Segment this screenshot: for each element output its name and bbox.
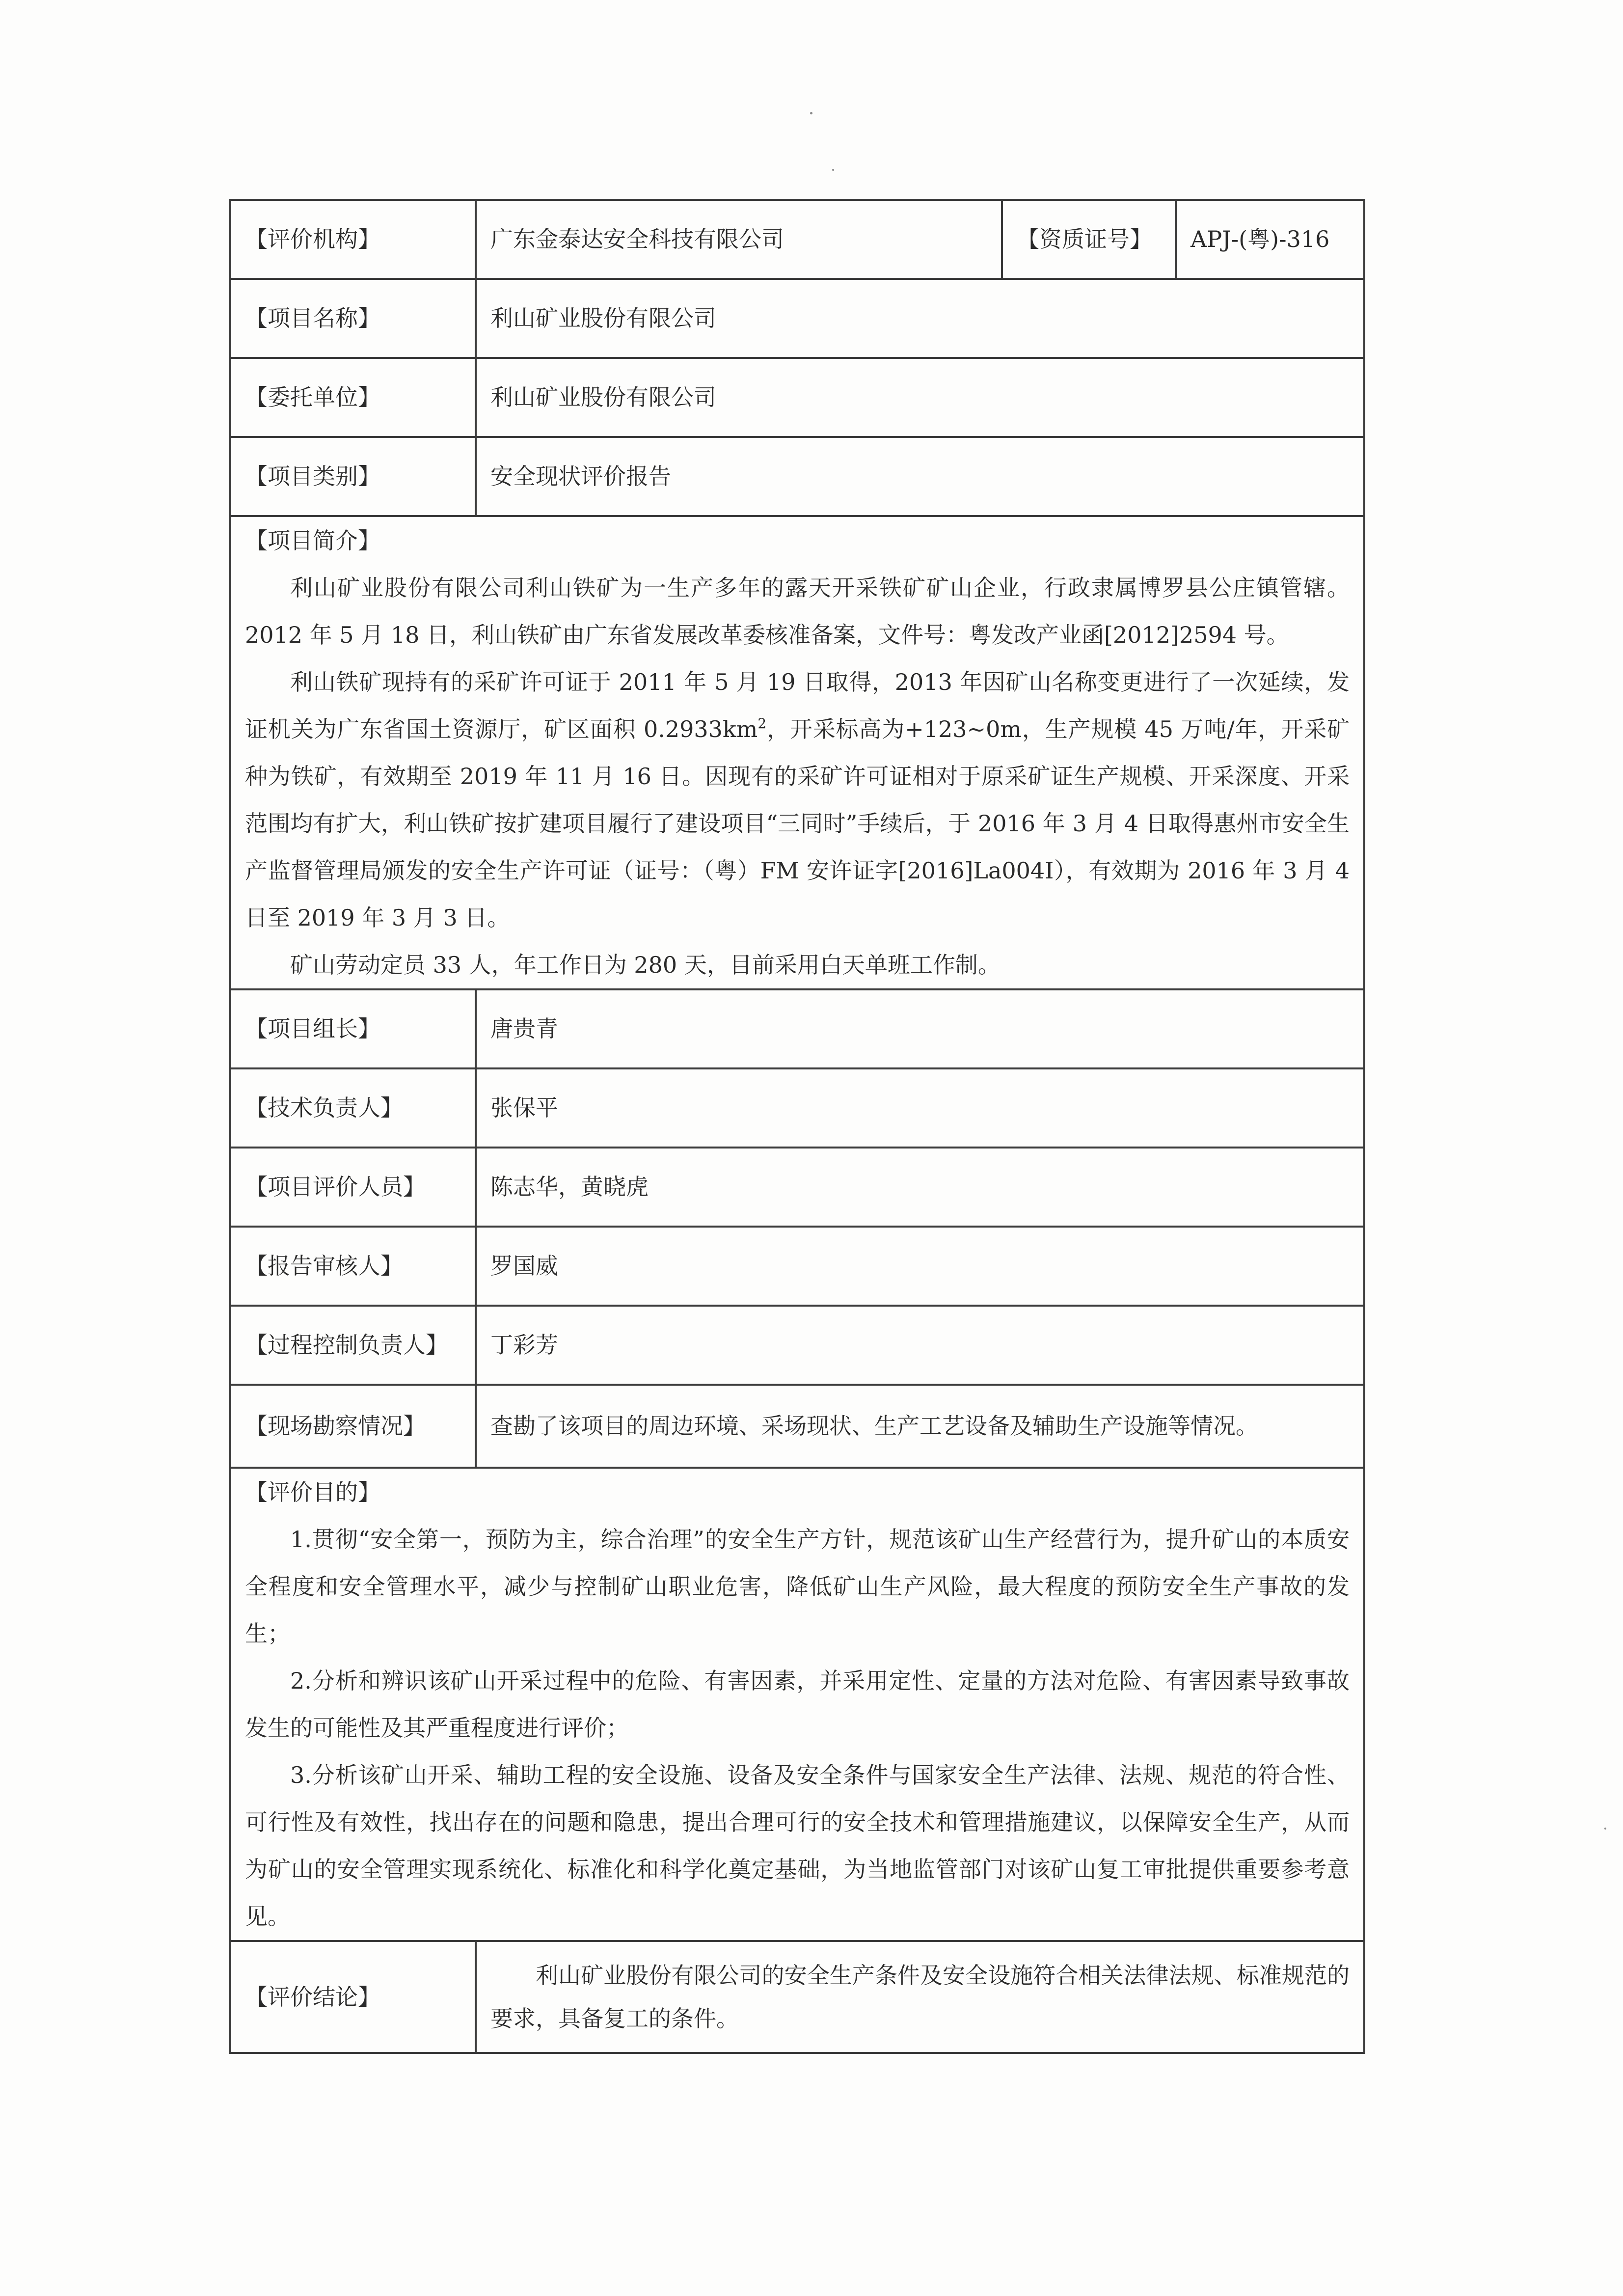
row-project-name	[230, 279, 1364, 358]
project-type-label: 【项目类别】	[230, 437, 476, 516]
row-project-leader	[230, 989, 1364, 1068]
project-leader-label: 【项目组长】	[230, 989, 476, 1068]
client-value: 利山矿业股份有限公司	[476, 358, 1364, 437]
scan-speck	[810, 112, 812, 114]
project-type-value: 安全现状评价报告	[476, 437, 1364, 516]
evaluation-purpose-cell	[230, 1468, 1364, 1941]
site-survey-value: 查勘了该项目的周边环境、采场现状、生产工艺设备及辅助生产设施等情况。	[476, 1385, 1364, 1468]
intro-paragraph: 矿山劳动定员 33 人，年工作日为 280 天，目前采用白天单班工作制。	[290, 952, 1001, 978]
intro-paragraph: 利山矿业股份有限公司利山铁矿为一生产多年的露天开采铁矿矿山企业，行政隶属博罗县公庄镇管辖。2012 年 5 月 18 日，利山铁矿由广东省发展改革委核准备案，文件号：粤发改产业函[2012]2594 号。	[245, 574, 1350, 648]
row-evaluation-conclusion	[230, 1941, 1364, 2053]
intro-text: ，开采标高为+123~0m，生产规模 45 万吨/年，开采矿种为铁矿，有效期至 2019 年 11 月 16 日。因现有的采矿许可证相对于原采矿证生产规模、开采深度、开采范围均有扩大，利山铁矿按扩建项目履行了建设项目“三同时”手续后，于 2016 年 3 月 4 日取得惠州市安全生产监督管理局颁发的安全生产许可证（证号：（粤）FM 安许证字[2016]La004I），有效期为 2016 年 3 月 4 日至 2019 年 3 月 3 日。	[245, 716, 1350, 931]
tech-lead-label: 【技术负责人】	[230, 1068, 476, 1148]
reviewer-label: 【报告审核人】	[230, 1227, 476, 1306]
purpose-item: 2.分析和辨识该矿山开采过程中的危险、有害因素，并采用定性、定量的方法对危险、有害因素导致事故发生的可能性及其严重程度进行评价；	[245, 1667, 1350, 1741]
reviewer-value: 罗国威	[476, 1227, 1364, 1306]
purpose-title: 【评价目的】	[245, 1479, 380, 1505]
project-intro-cell	[230, 516, 1364, 989]
process-control-label: 【过程控制负责人】	[230, 1306, 476, 1385]
row-evaluation-org	[230, 200, 1364, 279]
org-label: 【评价机构】	[230, 200, 476, 279]
purpose-item: 3.分析该矿山开采、辅助工程的安全设施、设备及安全条件与国家安全生产法律、法规、规范的符合性、可行性及有效性，找出存在的问题和隐患，提出合理可行的安全技术和管理措施建议，以保障安全生产，从而为矿山的安全管理实现系统化、标准化和科学化奠定基础，为当地监管部门对该矿山复工审批提供重要参考意见。	[245, 1762, 1350, 1930]
project-leader-value: 唐贵青	[476, 989, 1364, 1068]
evaluators-label: 【项目评价人员】	[230, 1148, 476, 1227]
cert-label: 【资质证号】	[1002, 200, 1176, 279]
purpose-item: 1.贯彻“安全第一，预防为主，综合治理”的安全生产方针，规范该矿山生产经营行为，提升矿山的本质安全程度和安全管理水平，减少与控制矿山职业危害，降低矿山生产风险，最大程度的预防安全生产事故的发生；	[245, 1526, 1350, 1647]
conclusion-cell	[476, 1941, 1364, 2053]
conclusion-label: 【评价结论】	[230, 1941, 476, 2053]
scan-speck	[1604, 1828, 1606, 1830]
site-survey-label: 【现场勘察情况】	[230, 1385, 476, 1468]
evaluators-value: 陈志华，黄晓虎	[476, 1148, 1364, 1227]
intro-paragraph	[245, 658, 1350, 941]
row-evaluation-purpose	[230, 1468, 1364, 1941]
conclusion-text: 利山矿业股份有限公司的安全生产条件及安全设施符合相关法律法规、标准规范的要求，具备复工的条件。	[490, 1962, 1350, 2032]
intro-text: 利山铁矿现持有的采矿许可证于 2011 年 5 月 19 日取得，2013 年因矿山名称变更进行了一次延续，发证机关为广东省国土资源厅，矿区面积 0.2933km	[245, 669, 1350, 742]
client-label: 【委托单位】	[230, 358, 476, 437]
row-project-intro	[230, 516, 1364, 989]
cert-value: APJ-(粤)-316	[1176, 200, 1364, 279]
row-process-control	[230, 1306, 1364, 1385]
row-site-survey	[230, 1385, 1364, 1468]
evaluation-info-table	[229, 199, 1365, 2054]
project-name-label: 【项目名称】	[230, 279, 476, 358]
superscript: 2	[757, 715, 767, 732]
scan-speck	[832, 169, 834, 171]
row-tech-lead	[230, 1068, 1364, 1148]
tech-lead-value: 张保平	[476, 1068, 1364, 1148]
process-control-value: 丁彩芳	[476, 1306, 1364, 1385]
row-evaluators	[230, 1148, 1364, 1227]
intro-title: 【项目简介】	[245, 527, 380, 554]
row-reviewer	[230, 1227, 1364, 1306]
row-client	[230, 358, 1364, 437]
project-name-value: 利山矿业股份有限公司	[476, 279, 1364, 358]
row-project-type	[230, 437, 1364, 516]
org-value: 广东金泰达安全科技有限公司	[476, 200, 1002, 279]
